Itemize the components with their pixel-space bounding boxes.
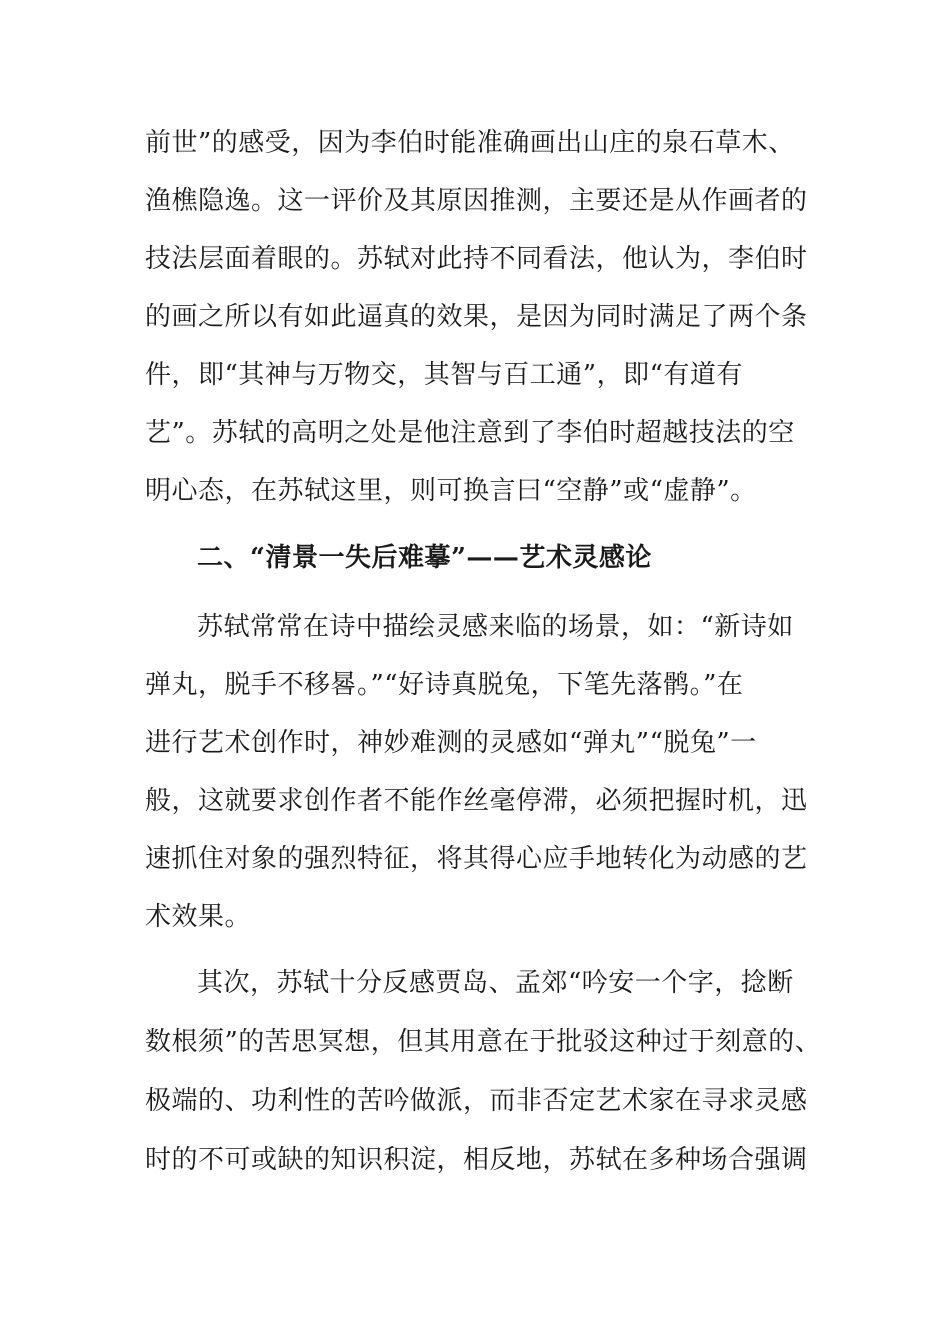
paragraph-1-line-5: 件，即“其神与万物交，其智与百工通”，即“有道有	[145, 360, 743, 390]
paragraph-2-line-2: 弹丸，脱手不移晷。”“好诗真脱兔，下笔先落鹘。”在	[145, 670, 744, 700]
paragraph-1-line-4: 的画之所以有如此逼真的效果，是因为同时满足了两个条	[145, 302, 808, 332]
paragraph-3-line-1: 其次，苏轼十分反感贾岛、孟郊“吟安一个字，捻断	[197, 968, 794, 998]
paragraph-1-line-3: 技法层面着眼的。苏轼对此持不同看法，他认为，李伯时	[145, 244, 808, 274]
paragraph-1-line-1: 前世”的感受，因为李伯时能准确画出山庄的泉石草木、	[145, 128, 795, 158]
paragraph-3-line-4: 时的不可或缺的知识积淀，相反地，苏轼在多种场合强调	[145, 1145, 808, 1175]
paragraph-2-line-1: 苏轼常常在诗中描绘灵感来临的场景，如：“新诗如	[197, 612, 794, 642]
paragraph-2-line-6: 术效果。	[145, 902, 252, 932]
paragraph-2-line-5: 速抓住对象的强烈特征，将其得心应手地转化为动感的艺	[145, 844, 808, 874]
paragraph-1-line-6: 艺”。苏轼的高明之处是他注意到了李伯时超越技法的空	[145, 418, 795, 448]
paragraph-2-line-4: 般，这就要求创作者不能作丝毫停滞，必须把握时机，迅	[145, 786, 808, 816]
paragraph-3-line-3: 极端的、功利性的苦吟做派，而非否定艺术家在寻求灵感	[145, 1086, 808, 1116]
paragraph-2-line-3: 进行艺术创作时，神妙难测的灵感如“弹丸”“脱兔”一	[145, 728, 757, 758]
paragraph-1-line-7: 明心态，在苏轼这里，则可换言曰“空静”或“虚静”。	[145, 476, 757, 506]
paragraph-3-line-2: 数根须”的苦思冥想，但其用意在于批驳这种过于刻意的、	[145, 1027, 822, 1057]
paragraph-1-line-2: 渔樵隐逸。这一评价及其原因推测，主要还是从作画者的	[145, 186, 808, 216]
section-heading: 二、“清景一失后难摹”——艺术灵感论	[197, 543, 652, 573]
